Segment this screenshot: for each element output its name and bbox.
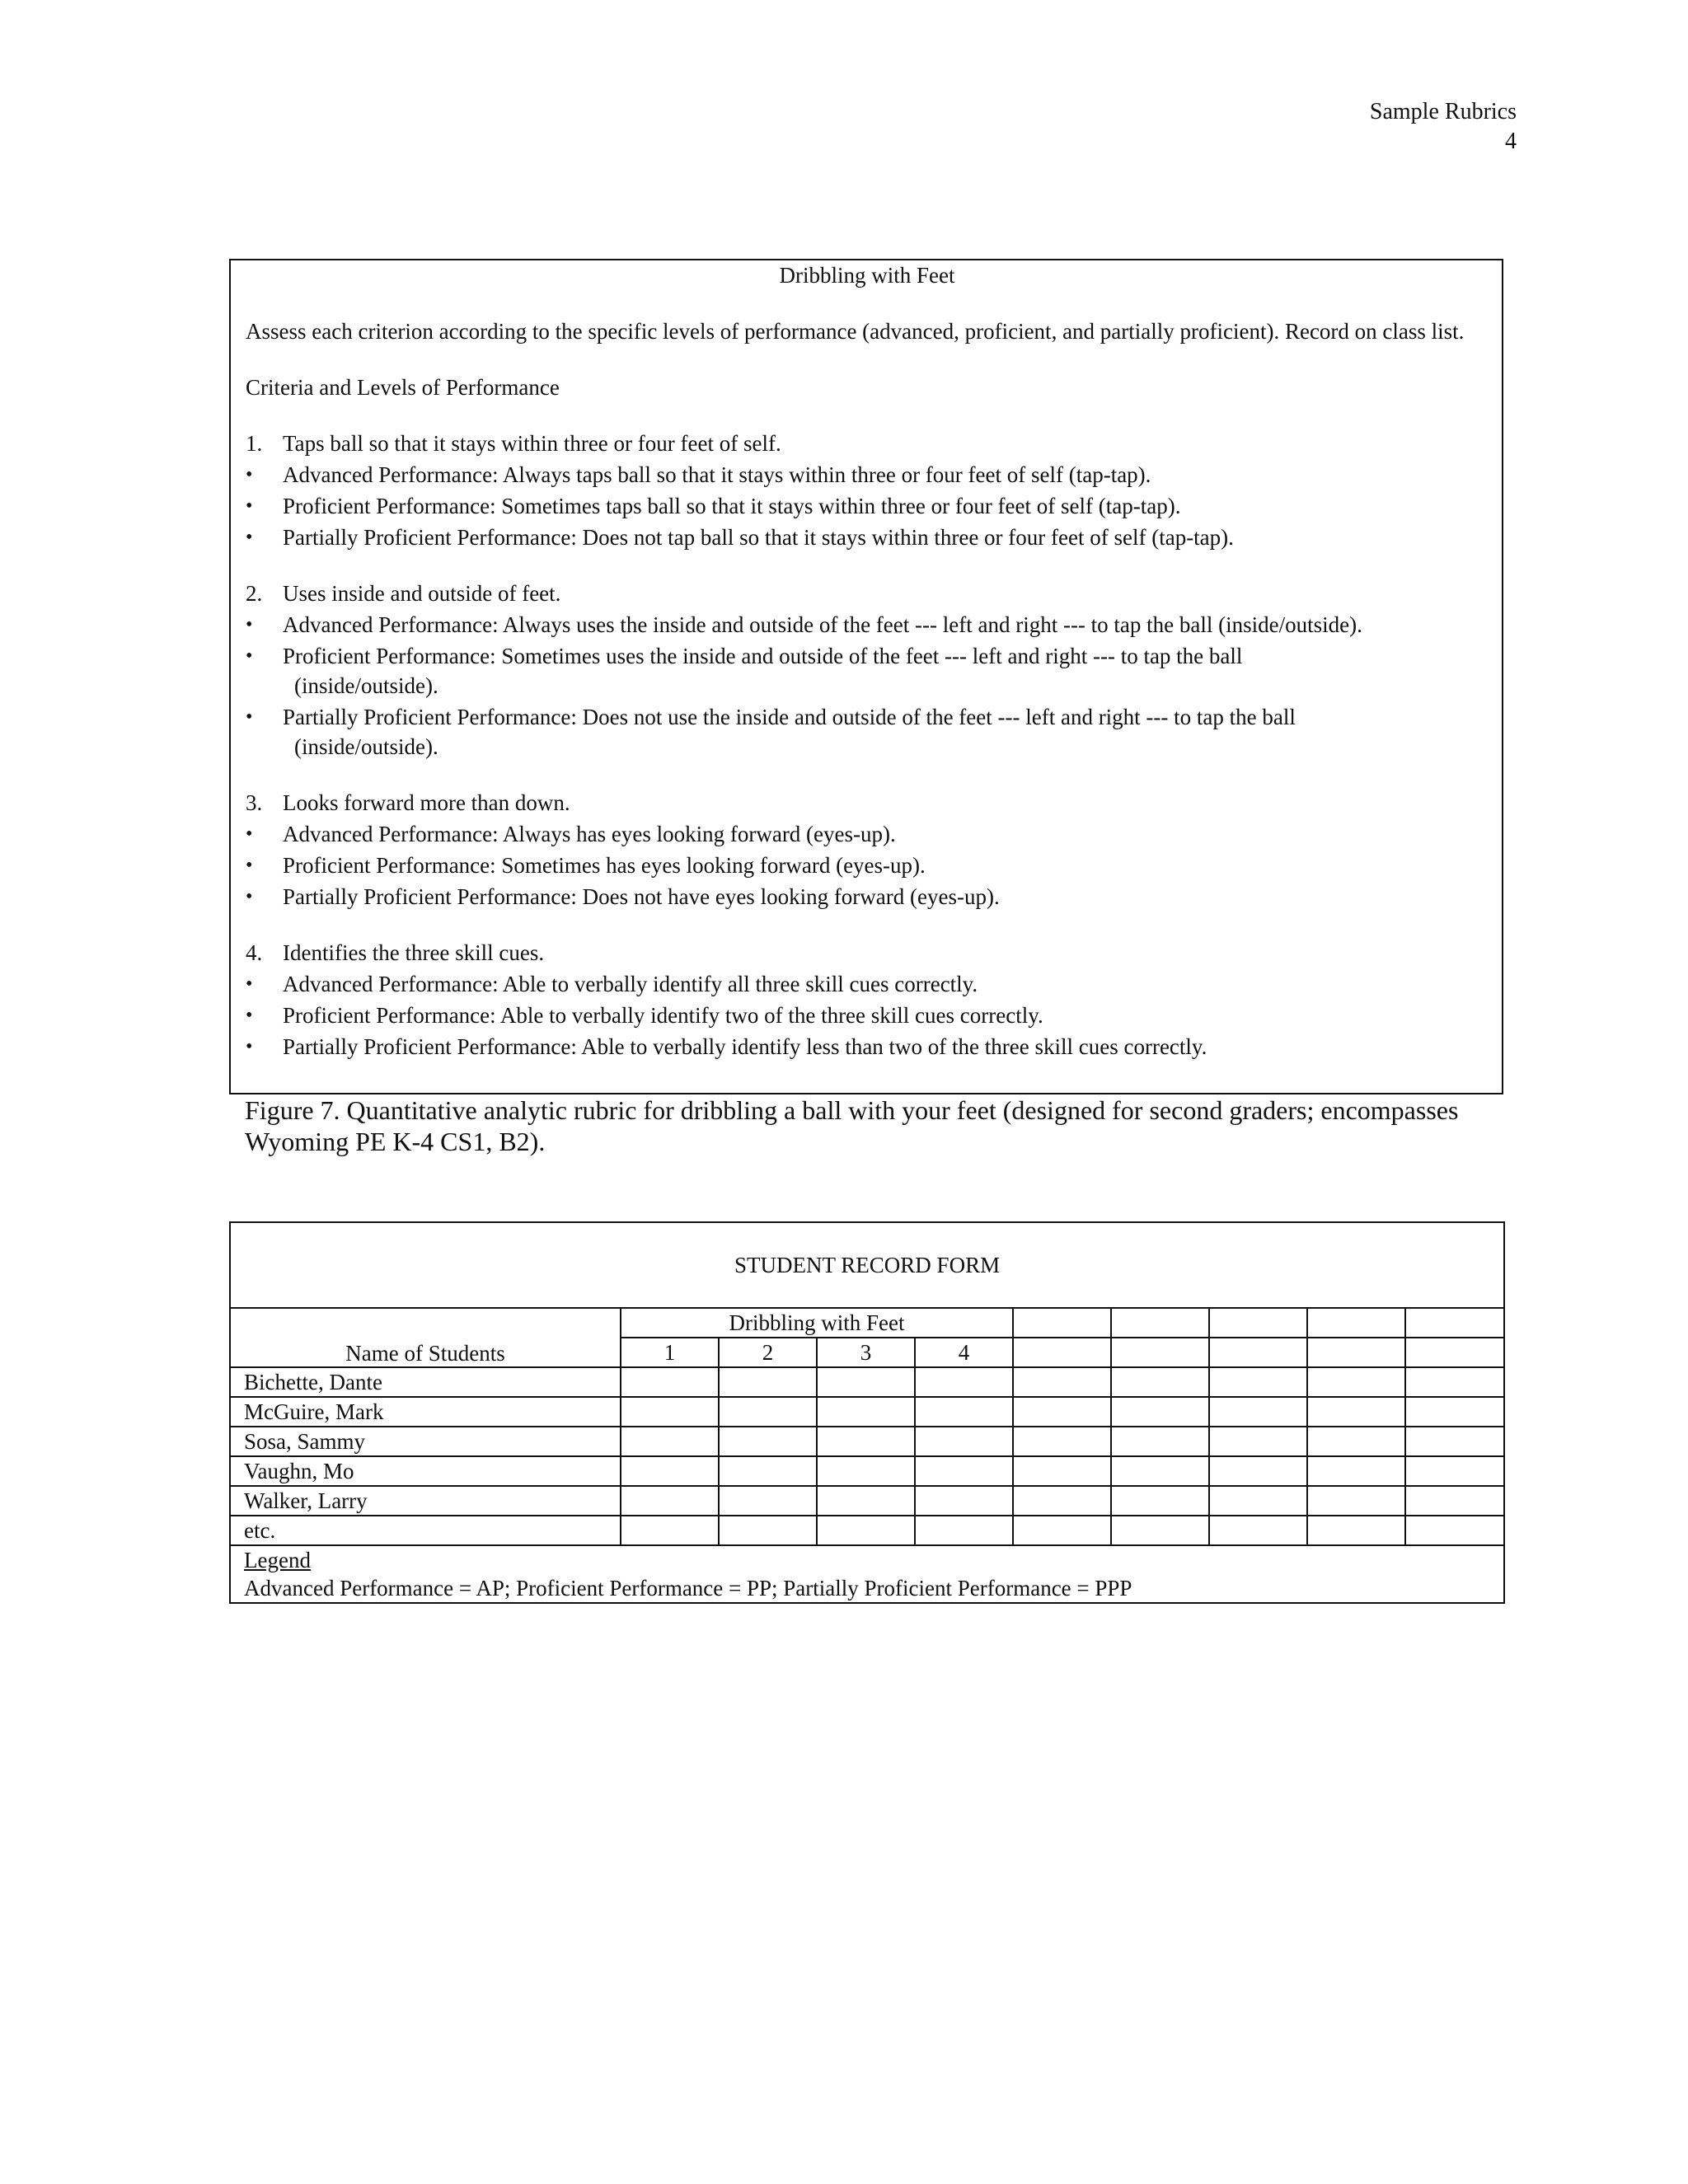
score-cell (1405, 1367, 1504, 1397)
criterion-text: Taps ball so that it stays within three or four feet of self. (283, 431, 781, 456)
level-item: • Partially Proficient Performance: Able to verbally identify less than two of the three skill cues correctly. (246, 1032, 1489, 1062)
score-cell (817, 1397, 915, 1427)
legend (230, 1545, 1504, 1603)
student-record-form (229, 1221, 1505, 1604)
skill-group-header: Dribbling with Feet (621, 1308, 1013, 1338)
rubric-instructions: Assess each criterion according to the specific levels of performance (advanced, proficient, and partially proficient). Record on class list. (246, 319, 1465, 344)
table-row (230, 1397, 1504, 1427)
level-item: • Proficient Performance: Able to verbally identify two of the three skill cues correctly. (246, 1001, 1489, 1030)
student-name: McGuire, Mark (230, 1397, 621, 1427)
score-cell (1307, 1486, 1405, 1516)
bullet-icon: • (246, 823, 253, 845)
score-cell (1013, 1427, 1111, 1456)
student-name: Sosa, Sammy (230, 1427, 621, 1456)
score-cell (817, 1516, 915, 1545)
student-name: Vaughn, Mo (230, 1456, 621, 1486)
empty-cell (1013, 1338, 1111, 1367)
page-number: 4 (1505, 129, 1517, 154)
score-cell (915, 1456, 1013, 1486)
level-item: • Partially Proficient Performance: Does not use the inside and outside of the feet --- left and right --- to tap the ball (inside/outside). (246, 702, 1489, 762)
score-cell (1307, 1367, 1405, 1397)
score-cell (1209, 1367, 1307, 1397)
score-cell (1307, 1427, 1405, 1456)
level-item: • Proficient Performance: Sometimes has eyes looking forward (eyes-up). (246, 851, 1489, 880)
student-name: Walker, Larry (230, 1486, 621, 1516)
criterion-text: Uses inside and outside of feet. (283, 581, 561, 606)
figure-caption: Figure 7. Quantitative analytic rubric for dribbling a ball with your feet (designed for second graders; encompasses Wyoming PE K-4 CS1, B2). (245, 1095, 1459, 1156)
criterion-2 (246, 579, 1489, 762)
criterion-number: 1. (246, 431, 263, 456)
score-cell (1111, 1427, 1209, 1456)
empty-cell (1013, 1308, 1111, 1338)
criterion-3 (246, 788, 1489, 912)
record-form-title: STUDENT RECORD FORM (230, 1222, 1504, 1308)
level-item: • Advanced Performance: Always uses the inside and outside of the feet --- left and right --- to tap the ball (inside/outside). (246, 610, 1489, 640)
level-item: • Advanced Performance: Able to verbally identify all three skill cues correctly. (246, 969, 1489, 999)
table-row (230, 1367, 1504, 1397)
bullet-icon: • (246, 527, 253, 548)
score-cell (915, 1367, 1013, 1397)
criterion-number: 3. (246, 790, 263, 815)
score-cell (1307, 1397, 1405, 1427)
empty-cell (1307, 1308, 1405, 1338)
empty-cell (1111, 1338, 1209, 1367)
criterion-column-header: 1 (621, 1338, 719, 1367)
score-cell (1111, 1397, 1209, 1427)
empty-cell (1307, 1338, 1405, 1367)
bullet-icon: • (246, 886, 253, 907)
criterion-number: 4. (246, 940, 263, 965)
score-cell (817, 1486, 915, 1516)
level-item: • Proficient Performance: Sometimes taps ball so that it stays within three or four feet of self (tap-tap). (246, 491, 1489, 521)
rubric-title: Dribbling with Feet (779, 263, 955, 288)
score-cell (1209, 1516, 1307, 1545)
page-header (1370, 97, 1517, 157)
score-cell (817, 1367, 915, 1397)
score-cell (1307, 1516, 1405, 1545)
bullet-icon: • (246, 1036, 253, 1057)
score-cell (1405, 1427, 1504, 1456)
table-row (230, 1427, 1504, 1456)
bullet-icon: • (246, 855, 253, 876)
score-cell (621, 1427, 719, 1456)
score-cell (1209, 1456, 1307, 1486)
score-cell (1013, 1367, 1111, 1397)
criteria-heading: Criteria and Levels of Performance (246, 375, 560, 400)
running-head: Sample Rubrics (1369, 99, 1517, 124)
score-cell (915, 1397, 1013, 1427)
score-cell (719, 1456, 817, 1486)
score-cell (915, 1427, 1013, 1456)
table-row (230, 1486, 1504, 1516)
empty-cell (1209, 1308, 1307, 1338)
score-cell (1111, 1456, 1209, 1486)
rubric-box (229, 259, 1503, 1094)
score-cell (1013, 1397, 1111, 1427)
score-cell (1405, 1397, 1504, 1427)
score-cell (1405, 1456, 1504, 1486)
bullet-icon: • (246, 464, 253, 485)
level-item: • Advanced Performance: Always has eyes looking forward (eyes-up). (246, 819, 1489, 849)
score-cell (1013, 1456, 1111, 1486)
criterion-column-header: 3 (817, 1338, 915, 1367)
score-cell (1111, 1367, 1209, 1397)
score-cell (1209, 1427, 1307, 1456)
score-cell (1405, 1486, 1504, 1516)
empty-cell (1111, 1308, 1209, 1338)
score-cell (1209, 1397, 1307, 1427)
bullet-icon: • (246, 614, 253, 635)
score-cell (719, 1516, 817, 1545)
student-name: etc. (230, 1516, 621, 1545)
name-of-students-header: Name of Students (230, 1308, 621, 1367)
empty-cell (1405, 1308, 1504, 1338)
empty-cell (1405, 1338, 1504, 1367)
legend-title: Legend (244, 1548, 311, 1572)
bullet-icon: • (246, 706, 253, 728)
legend-text: Advanced Performance = AP; Proficient Performance = PP; Partially Proficient Performance = PPP (244, 1576, 1132, 1601)
level-item: • Proficient Performance: Sometimes uses the inside and outside of the feet --- left and right --- to tap the ball (inside/outside). (246, 641, 1489, 701)
criterion-4 (246, 938, 1489, 1062)
criterion-column-header: 2 (719, 1338, 817, 1367)
score-cell (915, 1486, 1013, 1516)
table-row (230, 1456, 1504, 1486)
empty-cell (1209, 1338, 1307, 1367)
score-cell (1013, 1516, 1111, 1545)
score-cell (1405, 1516, 1504, 1545)
score-cell (1111, 1516, 1209, 1545)
table-row (230, 1516, 1504, 1545)
score-cell (719, 1427, 817, 1456)
level-item: • Partially Proficient Performance: Does not have eyes looking forward (eyes-up). (246, 882, 1489, 912)
score-cell (621, 1397, 719, 1427)
score-cell (1307, 1456, 1405, 1486)
score-cell (719, 1486, 817, 1516)
score-cell (719, 1367, 817, 1397)
bullet-icon: • (246, 973, 253, 995)
level-item: • Advanced Performance: Always taps ball so that it stays within three or four feet of self (tap-tap). (246, 460, 1489, 490)
score-cell (915, 1516, 1013, 1545)
criterion-1 (246, 429, 1489, 552)
score-cell (621, 1456, 719, 1486)
score-cell (1013, 1486, 1111, 1516)
criterion-column-header: 4 (915, 1338, 1013, 1367)
level-item: • Partially Proficient Performance: Does not tap ball so that it stays within three or four feet of self (tap-tap). (246, 523, 1489, 552)
score-cell (621, 1486, 719, 1516)
score-cell (817, 1427, 915, 1456)
score-cell (817, 1456, 915, 1486)
criterion-text: Looks forward more than down. (283, 790, 570, 815)
score-cell (621, 1367, 719, 1397)
criterion-text: Identifies the three skill cues. (283, 940, 545, 965)
bullet-icon: • (246, 645, 253, 667)
score-cell (719, 1397, 817, 1427)
bullet-icon: • (246, 1005, 253, 1026)
criterion-number: 2. (246, 581, 263, 606)
score-cell (1111, 1486, 1209, 1516)
score-cell (1209, 1486, 1307, 1516)
bullet-icon: • (246, 495, 253, 517)
score-cell (621, 1516, 719, 1545)
student-name: Bichette, Dante (230, 1367, 621, 1397)
